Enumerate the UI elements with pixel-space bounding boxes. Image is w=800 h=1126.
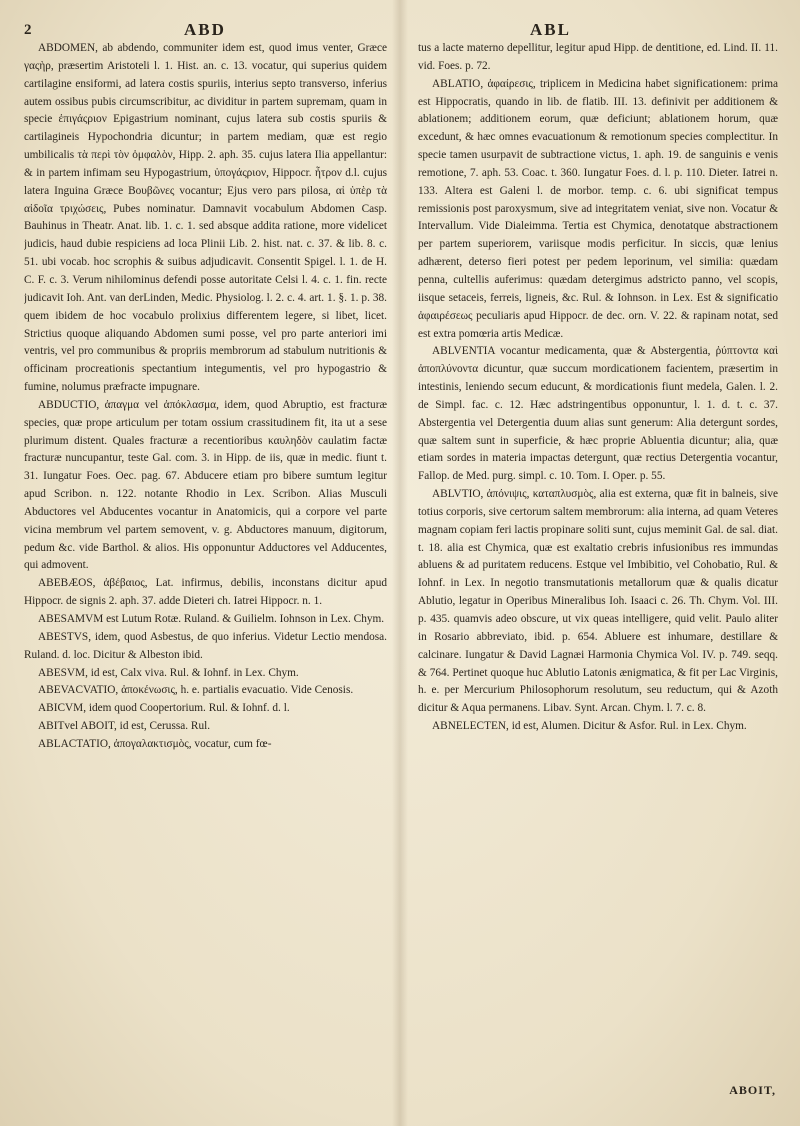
catchword: ABOIT, (729, 1083, 776, 1097)
entry-abdomen: ABDOMEN, ab abdendo, communiter idem est, quod imus venter, Græce γαςὴρ, præsertim Aristoteli l. 1. Hist. an. c. 13. vocatur, qui superius quidem cartilagine ensiformi, ad latera costis spuriis, interius septo transverso, inferius autem ossibus pubis circumscribitur, ac dividitur in partem supremam, quam in specie ἐπιγάςριον Epigastrium nominant, cujus latera sub costis spuriis & cartilagineis Hypochondria dicuntur; in partem mediam, quæ est regio umbilicalis τὰ περὶ τὸν ὀμφαλὸν, Hipp. 2. aph. 35. cujus latera Ilia appellantur: & in partem infimam seu Hypogastrium, ὑπογάςριον, Hippocr. ἦτρον d.l. cujus latera Inguina Græce Βουβῶνες vocantur; Ejus vero pars pilosa, αἱ ὑπὲρ τὰ αἰδοῖα τριχώσεις, Pubes nominatur. Damnavit vocabulum Abdomen Casp. Bauhinus in Theatr. Anat. lib. 1. c. 1. sed absque addita ratione, more videlicet judicis, haud dubie respiciens ad loca Plinii Lib. 2. hist. nat. c. 37. & lib. 8. c. 51. ubi vocab. hoc scrophis & suibus adjudicavit. Consentit Spigel. l. 1. de H. C. F. c. 3. Verum nihilominus defendi posse autoritate Celsi l. 4. c. 1. fin. recte judicavit Ioh. Ant. van derLinden, Medic. Physiolog. l. 2. c. 4. art. 1. §. 1. p. 38. quem ibidem de hoc vocabulo prolixius differentem legere, si libet, licet. Strictius quoque aliquando Abdomen sumi posse, vel pro parte anteriori imi ventris, vel pro communibus & propriis membrorum ad stabulum nutritionis & officinam procreationis spectantium integumentis, vel pro hypogastrio & fumine, nolumus præfracte impugnare. (24, 42, 387, 394)
running-head-right: ABL (530, 20, 571, 39)
entry-abnelecten: ABNELECTEN, id est, Alumen. Dicitur & Asfor. Rul. in Lex. Chym. (432, 720, 747, 733)
running-head-left: ABD (184, 20, 226, 39)
page-number: 2 (24, 22, 32, 38)
entry-abevacuatio: ABEVACVATIO, ἀποκένωσις, h. e. partialis evacuatio. Vide Cenosis. (38, 684, 354, 697)
entry-abicum: ABICVM, idem quod Coopertorium. Rul. & Iohnf. d. l. (38, 702, 290, 715)
entry-ablutio: ABLVTIO, ἀπόνιψις, καταπλυσμὸς, alia est externa, quæ fit in balneis, sive totius corporis, sive certorum saltem membrorum: alia interna, ad quam Veteres magnam copiam feri lactis propinare soliti sunt, cujus meminit Gal. de sal. diat. t. 18. alia est Chymica, quæ est exaltatio crebris infusionibus res immundas abluens & ad puritatem reducens. Estque vel Imbibitio, vel Cohobatio, Rul. & Iohnf. in Lex. In negotio transmutationis metallorum quæ & qualis dicatur Ablutio, legatur in Operibus Mineralibus Ioh. Isaaci c. 26. Th. Chym. Vol. III. p. 435. quamvis adeo obscure, ut vix queas intelligere, quid velit. Paulo aliter in Rosario abbreviato, ibid. p. 654. Abluere est inhumare, destillare & calcinare. Iungatur & David Lagnæi Harmonia Chymica Vol. IV. p. 749. seqq. & 764. Pertinet quoque huc Ablutio Latonis ænigmatica, & fit per Lac Virginis, h. e. per Mercurium Philosophorum resolutum, seu reductum, qui & Azoth dicitur & Aqua permanens. Libav. Synt. Arcan. Chym. l. 7. c. 8. (418, 488, 778, 715)
entry-ablactatio: ABLACTATIO, ἀπογαλακτισμὸς, vocatur, cum fœ- (38, 737, 272, 750)
entry-abductio: ABDUCTIO, ἀπαγμα vel ἀπόκλασμα, idem, quod Abruptio, est fracturæ species, quæ prope articulum per totam ossium crassitudinem fit, ita ut a sese plurimum distent. Quales fracturæ a recentioribus καυληδὸν caulatim factæ fracturæ nuncupantur, teste Gal. com. 3. in Hipp. de iis, quæ in medic. fiunt t. 31. Iungatur Foes. Oec. pag. 67. Abducere etiam pro bibere sumtum legitur apud Scribon. n. 122. notante Rhodio in Lex. Scribon. Alias Musculi Abductores vel Abducentes vocantur in Anatomicis, qui a corpore vel parte vicina membrum vel partem semovent, v. g. Abductores manuum, digitorum, pedum &c. vide Barthol. & alios. His opponuntur Adductores vel Adducentes, qui admovent. (24, 398, 387, 572)
right-column (418, 40, 778, 1110)
entry-ablatio: ABLATIO, ἀφαίρεσις, triplicem in Medicina habet significationem: prima est Hippocratis, quando in lib. de flatib. III. 13. definivit per additionem & ablationem; additionem eorum, quæ deficiunt; ablationem horum, quæ excedunt, & hæc omnes evacuationum & remotionum species complectitur. In specie tamen usurpavit de subtractione victus, 1. aph. 19. de sanguinis e venis remotione, 7. aph. 53. Coac. t. 360. Iungatur Foes. d. l. p. 110. Dieter. Iatrei n. 133. Altera est Galeni l. de morbor. temp. c. 6. ubi significat tempus remissionis post paroxysmum, sive ad integritatem veniat, sive non. Vocatur & Intervallum. Vide Dialeimma. Tertia est Chymica, denotatque abstractionem per partem superiorem, variisque modis perficitur. In siccis, quæ lenius adhærent, deterso fieri potest per pedem leporinum, vel similia: quædam penna, cultellis auferimus: quædam detergimus adstricto panno, vel scopis, iisque setaceis, ferreis, ligneis, &c. Rul. & Iohnson. in Lex. Est & significatio ἀφαιρέσεως peculiaris apud Hippocr. de dec. orn. V. 22. & rapinam notat, sed est extra pomœria artis Medicæ. (418, 77, 778, 340)
entry-abesamum: ABESAMVM est Lutum Rotæ. Ruland. & Guilielm. Iohnson in Lex. Chym. (38, 613, 385, 625)
entry-abestus: ABESTVS, idem, quod Asbestus, de quo inferius. Videtur Lectio mendosa. Ruland. d. loc. Dicitur & Albeston ibid. (24, 630, 387, 661)
entry-abit: ABITvel ABOIT, id est, Cerussa. Rul. (38, 720, 211, 733)
left-column (24, 40, 387, 1110)
entry-ablactatio-continued: tus a lacte materno depellitur, legitur apud Hipp. de dentitione, ed. Lind. II. 11. vid. Foes. p. 72. (418, 42, 778, 72)
entry-abebaeos: ABEBÆOS, ἀβέβαιος, Lat. infirmus, debilis, inconstans dicitur apud Hippocr. de signis 2. aph. 37. adde Dieteri ch. Iatrei Hippocr. n. 1. (24, 577, 387, 608)
entry-abesum: ABESVM, id est, Calx viva. Rul. & Iohnf. in Lex. Chym. (38, 666, 299, 679)
page-gutter-shadow (392, 0, 408, 1126)
entry-abluentia: ABLVENTIA vocantur medicamenta, quæ & Abstergentia, ῥύπτοντα καὶ ἀποπλύνοντα dicuntur, quæ succum mordicationem facientem, præsertim in intestinis, leniendo secum educunt, & mordicationis fiunt medela, Galen. l. 2. de Simpl. fac. c. 12. Hæc adstringentibus opponuntur, l. 1. d. t. c. 37. Abstergentia vel Detergentia duum alias sunt generum: Alia detergunt sordes, quæ saltem sunt in superficie, & hæc proprie Abluentia dicuntur; alia, quæ etiam sordes in materia impactas detergunt, quæ rectius Detergentia vocantur, Fallop. de Med. purg. simpl. c. 10. Tom. I. Oper. p. 55. (418, 345, 778, 483)
